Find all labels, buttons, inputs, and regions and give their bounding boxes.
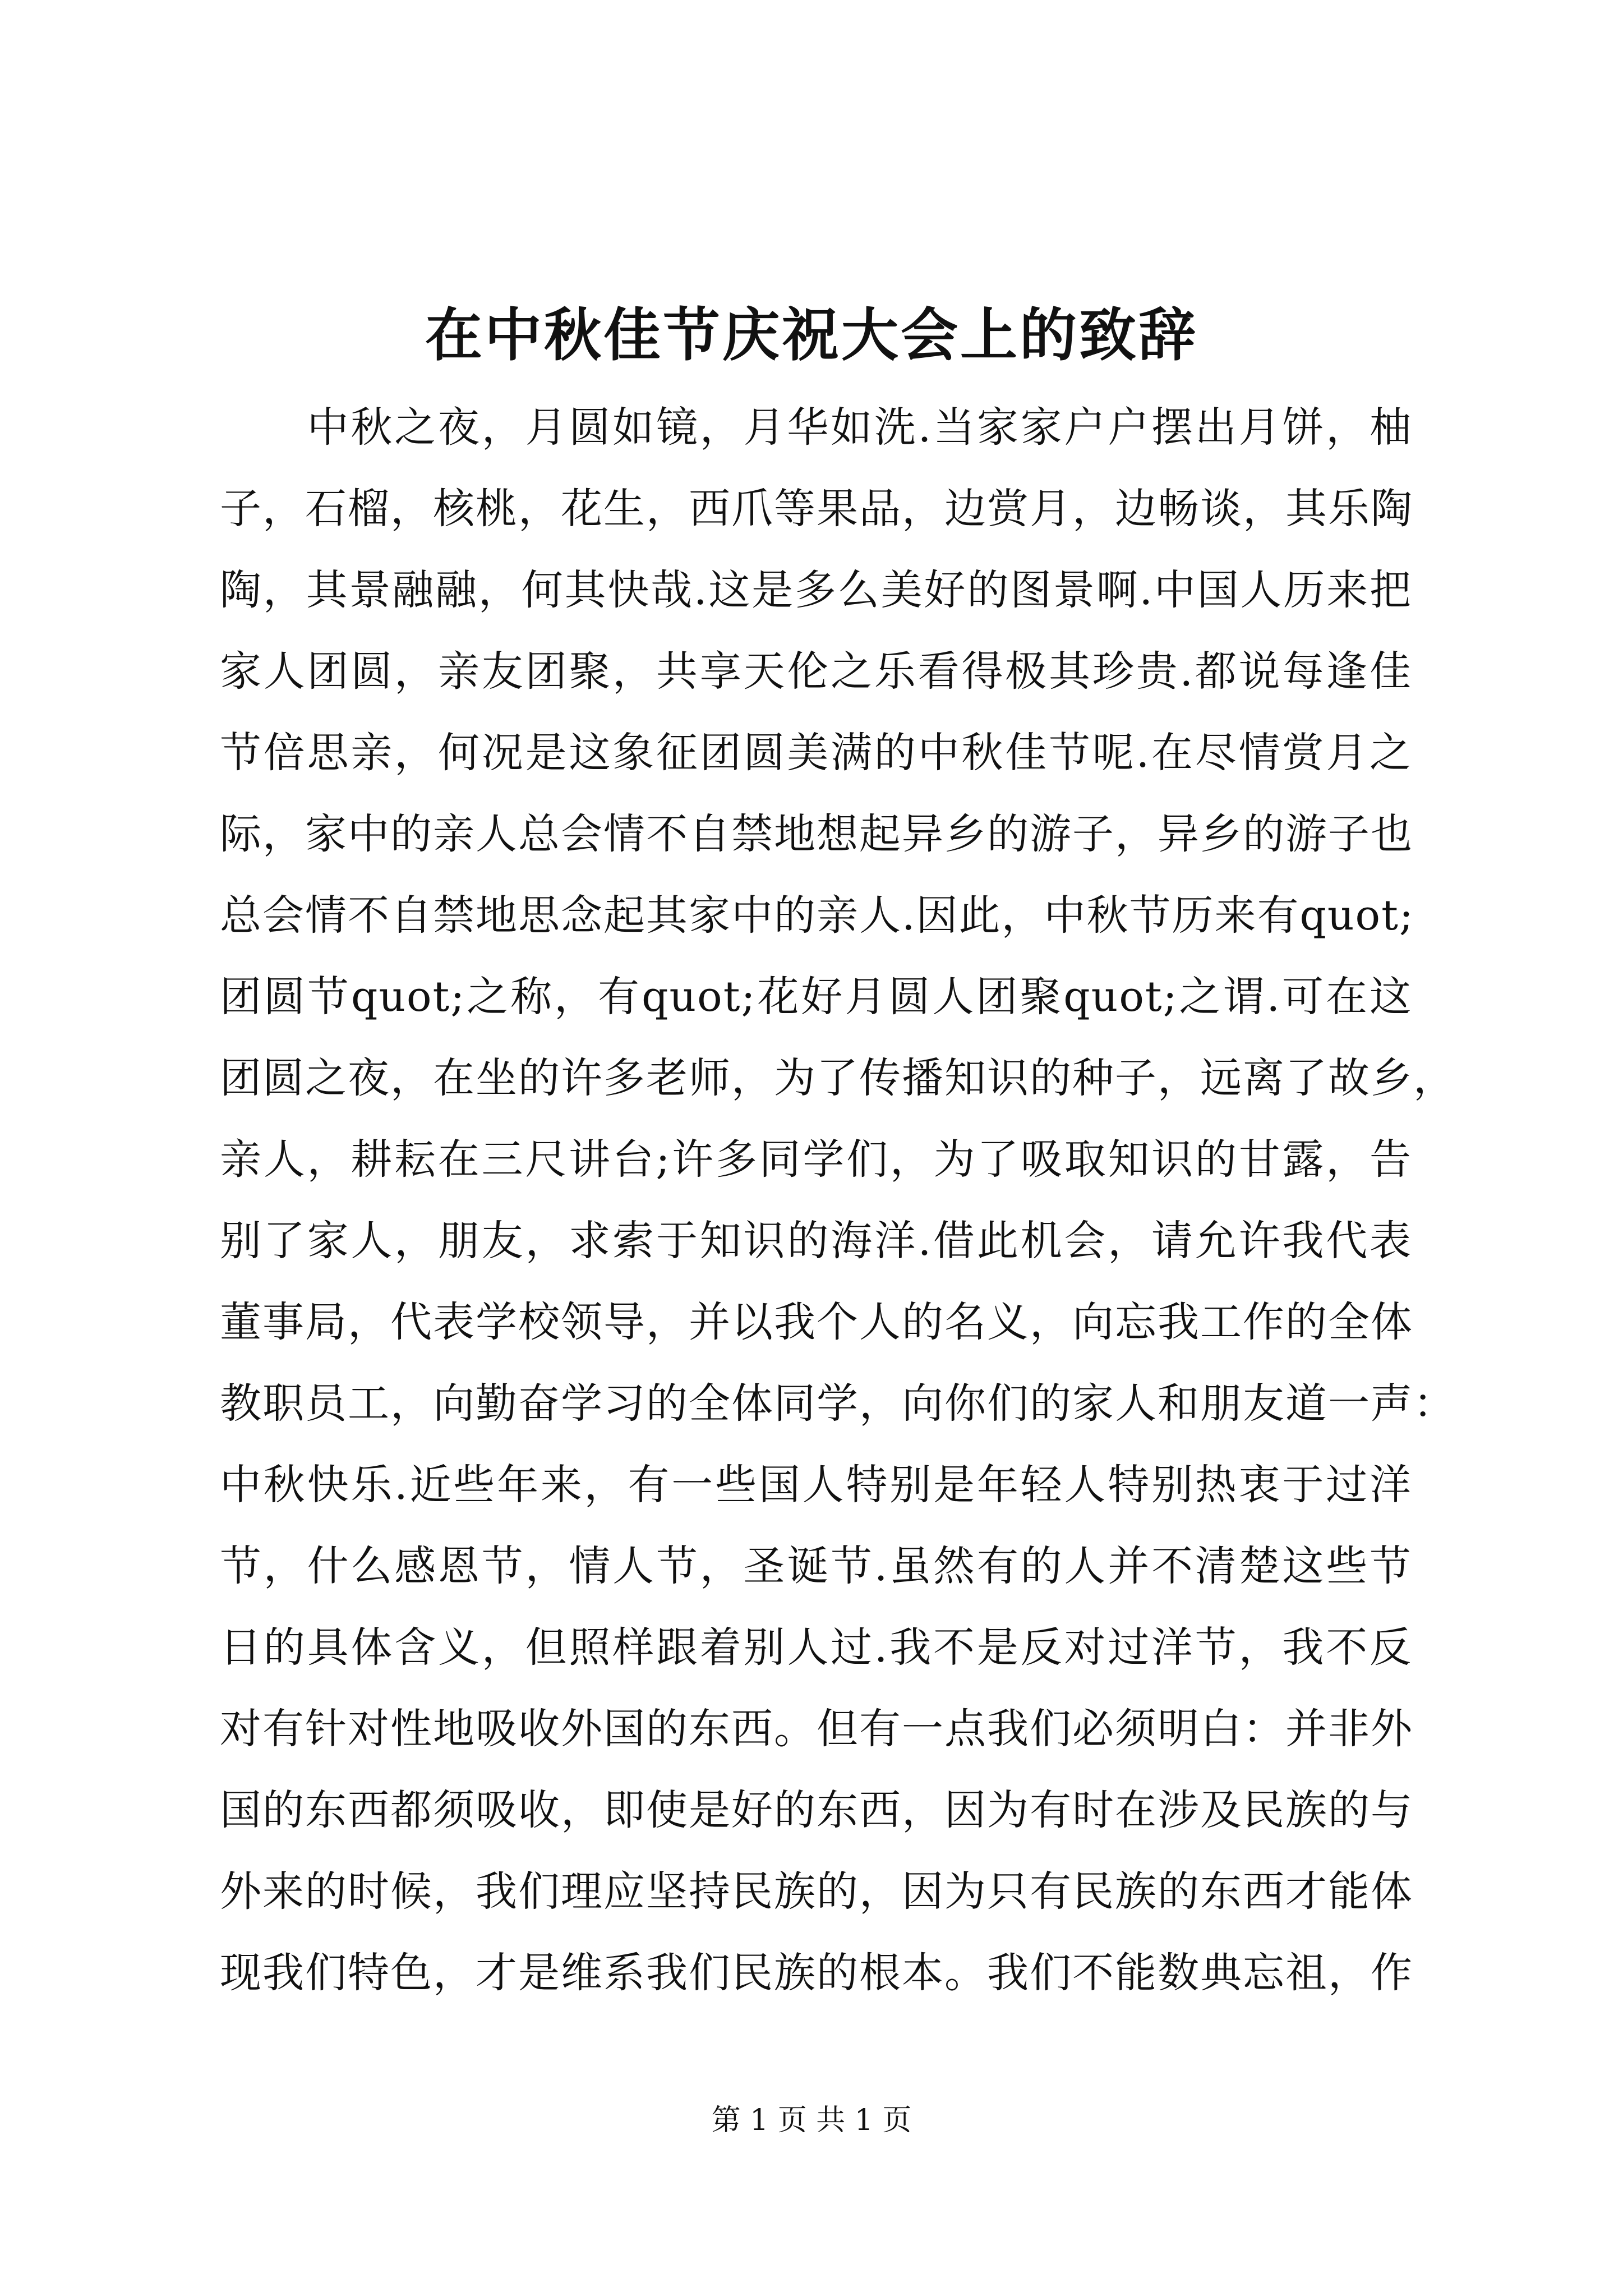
- body-line: 对有针对性地吸收外国的东西。但有一点我们必须明白：并非外: [220, 1705, 1413, 1753]
- body-line: 团圆节quot;之称，有quot;花好月圆人团聚quot;之谓.可在这: [220, 973, 1412, 1021]
- body-line: 董事局，代表学校领导，并以我个人的名义，向忘我工作的全体: [220, 1298, 1413, 1346]
- page-footer: 第 1 页 共 1 页: [711, 2104, 912, 2137]
- body-line: 别了家人，朋友，求索于知识的海洋.借此机会，请允许我代表: [220, 1217, 1412, 1265]
- body-line: 际，家中的亲人总会情不自禁地想起异乡的游子，异乡的游子也: [220, 810, 1413, 858]
- body-line: 陶，其景融融，何其快哉.这是多么美好的图景啊.中国人历来把: [220, 566, 1412, 614]
- body-line: 外来的时候，我们理应坚持民族的，因为只有民族的东西才能体: [220, 1867, 1413, 1916]
- body-line: 中秋之夜，月圆如镜，月华如洗.当家家户户摆出月饼，柚: [220, 403, 1412, 452]
- body-line: 子，石榴，核桃，花生，西爪等果品，边赏月，边畅谈，其乐陶: [220, 485, 1413, 533]
- document-body: [220, 387, 1456, 2014]
- body-line: 日的具体含义，但照样跟着别人过.我不是反对过洋节，我不反: [220, 1623, 1412, 1672]
- body-line: 国的东西都须吸收，即使是好的东西，因为有时在涉及民族的与: [220, 1786, 1413, 1834]
- body-line: 团圆之夜，在坐的许多老师，为了传播知识的种子，远离了故乡，: [220, 1054, 1456, 1102]
- body-line: 教职员工，向勤奋学习的全体同学，向你们的家人和朋友道一声：: [220, 1379, 1456, 1428]
- body-line: 节，什么感恩节，情人节，圣诞节.虽然有的人并不清楚这些节: [220, 1542, 1412, 1590]
- body-line: 亲人，耕耘在三尺讲台;许多同学们，为了吸取知识的甘露，告: [220, 1135, 1412, 1184]
- body-line: 家人团圆，亲友团聚，共享天伦之乐看得极其珍贵.都说每逢佳: [220, 647, 1412, 696]
- document-title: 在中秋佳节庆祝大会上的致辞: [425, 302, 1198, 369]
- body-line: 现我们特色，才是维系我们民族的根本。我们不能数典忘祖，作: [220, 1949, 1413, 1997]
- body-line: 总会情不自禁地思念起其家中的亲人.因此，中秋节历来有quot;: [220, 891, 1414, 940]
- body-line: 中秋快乐.近些年来，有一些国人特别是年轻人特别热衷于过洋: [220, 1461, 1412, 1509]
- body-line: 节倍思亲，何况是这象征团圆美满的中秋佳节呢.在尽情赏月之: [220, 729, 1412, 777]
